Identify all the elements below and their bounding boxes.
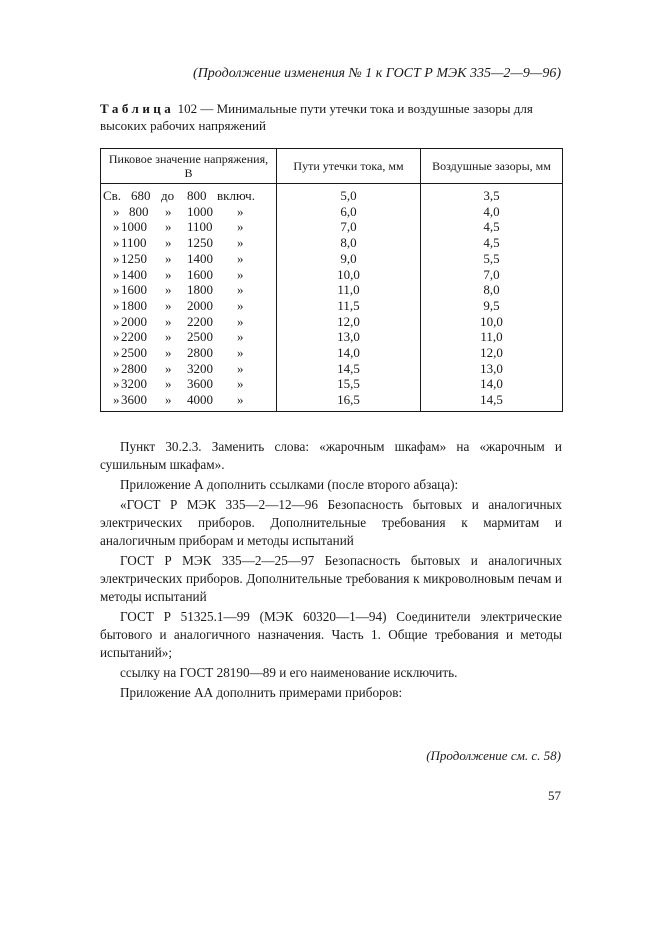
voltage-cell — [101, 235, 277, 251]
ditto-mark: » — [165, 203, 172, 219]
table-header-row — [101, 149, 563, 184]
voltage-cell — [101, 204, 277, 220]
range-from: 1000 — [121, 219, 147, 235]
table-caption-number: 102 — [177, 101, 198, 116]
range-from: 1600 — [121, 282, 147, 298]
range-from: 800 — [129, 203, 149, 219]
range-do: до — [161, 188, 175, 203]
clearance-cell: 11,0 — [421, 329, 563, 345]
range-to: 2000 — [187, 297, 213, 313]
creepage-cell: 8,0 — [277, 235, 421, 251]
table-row — [101, 376, 563, 392]
paragraph: Приложение А дополнить ссылками (после второго абзаца): — [120, 477, 459, 492]
voltage-cell — [101, 314, 277, 330]
range-to: 1800 — [187, 282, 213, 298]
clearance-cell: 7,0 — [421, 267, 563, 283]
voltage-cell — [101, 392, 277, 411]
table-row — [101, 235, 563, 251]
creepage-cell: 9,0 — [277, 251, 421, 267]
range-to: 2500 — [187, 329, 213, 345]
ditto-mark: » — [113, 219, 120, 235]
ditto-mark: » — [113, 376, 120, 392]
voltage-cell — [101, 376, 277, 392]
range-from: 2200 — [121, 329, 147, 345]
table-row — [101, 251, 563, 267]
ditto-mark: » — [165, 313, 172, 329]
creepage-cell: 16,5 — [277, 392, 421, 411]
ditto-mark: » — [113, 297, 120, 313]
creepage-cell: 13,0 — [277, 329, 421, 345]
clearance-cell: 13,0 — [421, 361, 563, 377]
voltage-cell — [101, 267, 277, 283]
ditto-mark: » — [237, 235, 244, 251]
range-from: 2800 — [121, 360, 147, 376]
clearance-cell: 14,0 — [421, 376, 563, 392]
range-from: 1800 — [121, 297, 147, 313]
table-row — [101, 282, 563, 298]
range-to: 2200 — [187, 313, 213, 329]
clearance-cell: 10,0 — [421, 314, 563, 330]
ditto-mark: » — [237, 313, 244, 329]
paragraph: ГОСТ Р 51325.1—99 (МЭК 60320—1—94) Соединители электрические бытового и аналогичного назначения. Часть 1. Общие требования и методы испытаний»; — [100, 609, 562, 660]
paragraph: «ГОСТ Р МЭК 335—2—12—96 Безопасность бытовых и аналогичных электрических приборов. Дополнительные требования к мармитам и аналогичным приборам и методы испытаний — [100, 497, 562, 548]
ditto-mark: » — [165, 360, 172, 376]
paragraph: ГОСТ Р МЭК 335—2—25—97 Безопасность бытовых и аналогичных электрических приборов. Дополнительные требования к микроволновым печам и методы испытаний — [100, 553, 562, 604]
ditto-mark: » — [113, 313, 120, 329]
clearance-cell: 5,5 — [421, 251, 563, 267]
ditto-mark: » — [237, 282, 244, 298]
range-suffix: включ. — [217, 188, 255, 203]
header-clearance: Воздушные зазоры, мм — [421, 149, 563, 184]
voltage-cell — [101, 219, 277, 235]
ditto-mark: » — [165, 329, 172, 345]
table-caption — [100, 100, 562, 134]
ditto-mark: » — [165, 345, 172, 361]
creepage-cell: 11,0 — [277, 282, 421, 298]
table-row — [101, 184, 563, 204]
voltage-cell — [101, 282, 277, 298]
range-from: 2500 — [121, 345, 147, 361]
range-to: 3200 — [187, 360, 213, 376]
voltage-cell — [101, 298, 277, 314]
ditto-mark: » — [237, 203, 244, 219]
ditto-mark: » — [165, 392, 172, 408]
table-row — [101, 298, 563, 314]
paragraph: Приложение АА дополнить примерами приборов: — [120, 685, 403, 700]
page-number: 57 — [548, 788, 561, 803]
ditto-mark: » — [113, 329, 120, 345]
range-to: 1400 — [187, 250, 213, 266]
ditto-mark: » — [237, 360, 244, 376]
ditto-mark: » — [237, 376, 244, 392]
table-row — [101, 329, 563, 345]
creepage-cell: 14,5 — [277, 361, 421, 377]
table-caption-label: Таблица — [100, 101, 175, 116]
ditto-mark: » — [113, 203, 120, 219]
creepage-cell: 10,0 — [277, 267, 421, 283]
body-text — [100, 438, 562, 704]
ditto-mark: » — [113, 392, 120, 408]
ditto-mark: » — [237, 329, 244, 345]
table-row — [101, 267, 563, 283]
ditto-mark: » — [113, 282, 120, 298]
ditto-mark: » — [113, 235, 120, 251]
clearance-cell: 4,5 — [421, 235, 563, 251]
voltage-cell — [101, 329, 277, 345]
ditto-mark: » — [237, 219, 244, 235]
ditto-mark: » — [113, 250, 120, 266]
table-caption-text: — Минимальные пути утечки тока и воздушные зазоры для высоких рабочих напряжений — [100, 101, 533, 133]
header-voltage: Пиковое значение напряжения, В — [101, 149, 277, 184]
range-from: 1250 — [121, 250, 147, 266]
ditto-mark: » — [237, 392, 244, 408]
ditto-mark: » — [113, 266, 120, 282]
ditto-mark: » — [237, 266, 244, 282]
creepage-cell: 14,0 — [277, 345, 421, 361]
range-prefix: Св. — [103, 188, 122, 203]
creepage-cell: 6,0 — [277, 204, 421, 220]
ditto-mark: » — [165, 376, 172, 392]
paragraph: Пункт 30.2.3. Заменить слова: «жарочным шкафам» на «жарочным и сушильным шкафам». — [100, 439, 562, 472]
clearance-cell: 8,0 — [421, 282, 563, 298]
table-row — [101, 219, 563, 235]
table-row — [101, 392, 563, 411]
creepage-cell: 15,5 — [277, 376, 421, 392]
creepage-cell: 12,0 — [277, 314, 421, 330]
range-from: 3200 — [121, 376, 147, 392]
ditto-mark: » — [113, 360, 120, 376]
table-row — [101, 361, 563, 377]
table-row — [101, 345, 563, 361]
table-row — [101, 314, 563, 330]
clearance-cell: 12,0 — [421, 345, 563, 361]
range-from: 1400 — [121, 266, 147, 282]
header-creepage: Пути утечки тока, мм — [277, 149, 421, 184]
range-to: 1600 — [187, 266, 213, 282]
range-from: 2000 — [121, 313, 147, 329]
range-from: 1100 — [121, 235, 147, 251]
range-to: 1000 — [187, 203, 213, 219]
clearance-cell: 9,5 — [421, 298, 563, 314]
range-to: 1100 — [187, 219, 213, 235]
ditto-mark: » — [237, 345, 244, 361]
table-row — [101, 204, 563, 220]
range-to: 3600 — [187, 376, 213, 392]
ditto-mark: » — [237, 250, 244, 266]
ditto-mark: » — [113, 345, 120, 361]
voltage-cell — [101, 184, 277, 204]
clearance-cell: 14,5 — [421, 392, 563, 411]
ditto-mark: » — [165, 282, 172, 298]
range-to: 800 — [187, 188, 207, 203]
continuation-note: (Продолжение см. с. 58) — [426, 748, 561, 763]
paragraph: ссылку на ГОСТ 28190—89 и его наименование исключить. — [120, 665, 458, 680]
clearance-table — [100, 148, 563, 412]
creepage-cell: 5,0 — [277, 184, 421, 204]
range-from: 3600 — [121, 392, 147, 408]
ditto-mark: » — [165, 266, 172, 282]
range-from: 680 — [131, 188, 151, 203]
voltage-cell — [101, 361, 277, 377]
clearance-cell: 4,0 — [421, 204, 563, 220]
ditto-mark: » — [165, 219, 172, 235]
running-header: (Продолжение изменения № 1 к ГОСТ Р МЭК 335—2—9—96) — [193, 66, 561, 81]
range-to: 4000 — [187, 392, 213, 408]
range-to: 2800 — [187, 345, 213, 361]
clearance-cell: 4,5 — [421, 219, 563, 235]
clearance-cell: 3,5 — [421, 184, 563, 204]
ditto-mark: » — [165, 250, 172, 266]
ditto-mark: » — [237, 297, 244, 313]
creepage-cell: 11,5 — [277, 298, 421, 314]
ditto-mark: » — [165, 235, 172, 251]
voltage-cell — [101, 251, 277, 267]
ditto-mark: » — [165, 297, 172, 313]
creepage-cell: 7,0 — [277, 219, 421, 235]
range-to: 1250 — [187, 235, 213, 251]
voltage-cell — [101, 345, 277, 361]
